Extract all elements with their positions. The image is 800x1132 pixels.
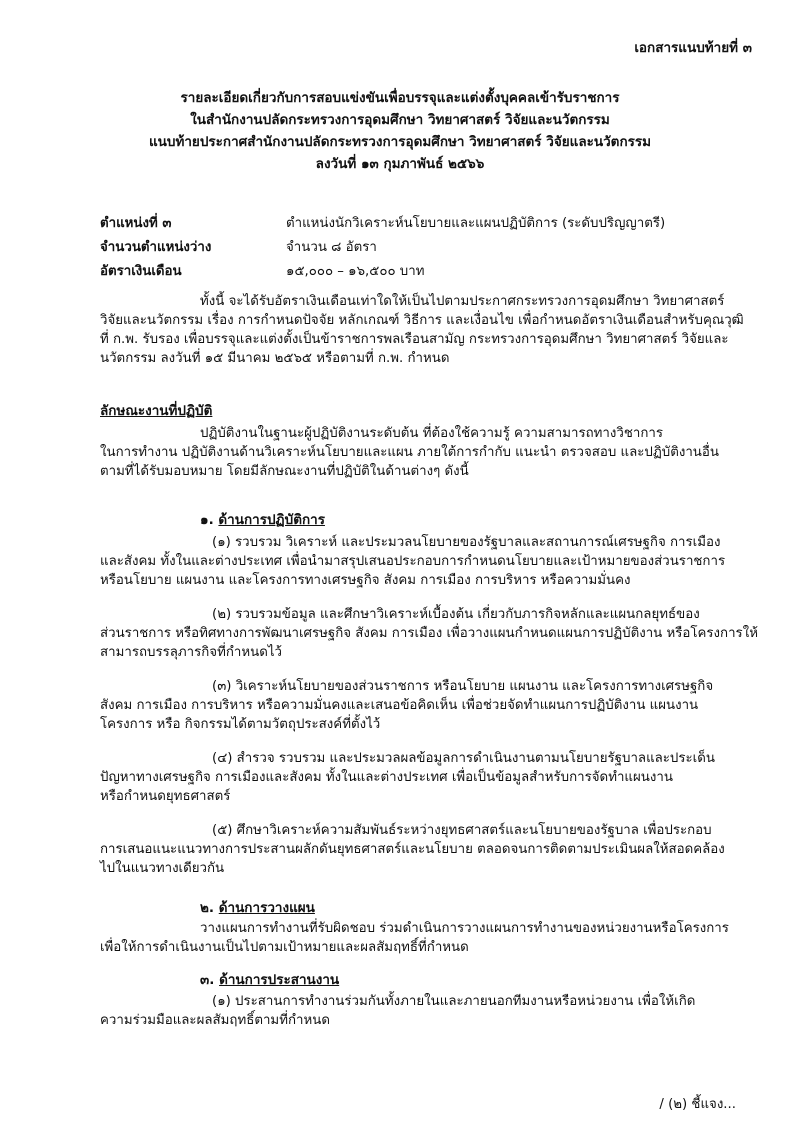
paragraph-line: (๓) วิเคราะห์นโยบายของส่วนราชการ หรือนโยบาย แผนงาน และโครงการทางเศรษฐกิจ — [212, 679, 714, 694]
header-line: แนบท้ายประกาศสำนักงานปลัดกระทรวงการอุดมศึกษา วิทยาศาสตร์ วิจัยและนวัตกรรม — [148, 134, 652, 150]
paragraph-line: นวัตกรรม ลงวันที่ ๑๕ มีนาคม ๒๕๖๕ หรือตามที่ ก.พ. กำหนด — [100, 351, 450, 366]
paragraph-line: (๔) สำรวจ รวบรวม และประมวลผลข้อมูลการดำเนินงานตามนโยบายรัฐบาลและประเด็น — [212, 751, 715, 766]
section1-item — [100, 821, 740, 878]
paragraph-line: หรือกำหนดยุทธศาสตร์ — [100, 789, 231, 804]
section1-item — [100, 533, 740, 590]
paragraph-line: (๒) รวบรวมข้อมูล และศึกษาวิเคราะห์เบื้องต้น เกี่ยวกับภารกิจหลักและแผนกลยุทธ์ของ — [212, 607, 700, 622]
section-number: ๑. — [200, 512, 214, 528]
paragraph-line: (๕) ศึกษาวิเคราะห์ความสัมพันธ์ระหว่างยุทธศาสตร์และนโยบายของรัฐบาล เพื่อประกอบ — [212, 823, 712, 838]
paragraph-line: วิจัยและนวัตกรรม เรื่อง การกำหนดปัจจัย หลักเกณฑ์ วิธีการ และเงื่อนไข เพื่อกำหนดอัตราเงินเดือนสำหรับคุณวุฒิ — [100, 313, 744, 328]
section-heading — [200, 508, 325, 530]
salary-value: ๑๕,๐๐๐ – ๑๖,๕๐๐ บาท — [286, 264, 425, 279]
vacancy-value: จำนวน ๘ อัตรา — [286, 240, 377, 255]
vacancy-label: จำนวนตำแหน่งว่าง — [100, 240, 212, 255]
paragraph-line: โครงการ หรือ กิจกรรมได้ตามวัตถุประสงค์ที่ตั้งไว้ — [100, 717, 381, 732]
paragraph-line: เพื่อให้การดำเนินงานเป็นไปตามเป้าหมายและผลสัมฤทธิ์ที่กำหนด — [100, 940, 469, 955]
header-line: ในสำนักงานปลัดกระทรวงการอุดมศึกษา วิทยาศาสตร์ วิจัยและนวัตกรรม — [190, 112, 610, 128]
section1-item — [100, 749, 740, 806]
section-heading — [200, 896, 315, 918]
paragraph-line: ไปในแนวทางเดียวกัน — [100, 861, 225, 876]
section-number: ๓. — [200, 972, 215, 988]
position-value: ตำแหน่งนักวิเคราะห์นโยบายและแผนปฏิบัติการ (ระดับปริญญาตรี) — [286, 216, 666, 231]
section-title: ด้านการประสานงาน — [219, 972, 340, 988]
document-header — [60, 87, 740, 175]
section1-item — [100, 605, 758, 662]
section3-body — [100, 992, 740, 1030]
section-heading — [200, 968, 339, 990]
paragraph-line: (๑) ประสานการทำงานร่วมกันทั้งภายในและภายนอกทีมงานหรือหน่วยงาน เพื่อให้เกิด — [212, 994, 696, 1009]
paragraph-line: ทั้งนี้ จะได้รับอัตราเงินเดือนเท่าใดให้เป็นไปตามประกาศกระทรวงการอุดมศึกษา วิทยาศาสตร์ — [200, 294, 725, 309]
section-title: ด้านการวางแผน — [218, 900, 315, 916]
paragraph-line: ความร่วมมือและผลสัมฤทธิ์ตามที่กำหนด — [100, 1013, 330, 1028]
section1-item — [100, 677, 740, 734]
paragraph-line: ตามที่ได้รับมอบหมาย โดยมีลักษณะงานที่ปฏิบัติในด้านต่างๆ ดังนี้ — [100, 464, 469, 479]
paragraph-line: สามารถบรรลุภารกิจที่กำหนดไว้ — [100, 645, 283, 660]
paragraph-line: ส่วนราชการ หรือทิศทางการพัฒนาเศรษฐกิจ สังคม การเมือง เพื่อวางแผนกำหนดแผนการปฏิบัติงาน หรือโครงการให้ — [100, 626, 758, 641]
paragraph-line: ที่ ก.พ. รับรอง เพื่อบรรจุและแต่งตั้งเป็นข้าราชการพลเรือนสามัญ กระทรวงการอุดมศึกษา วิทยาศาสตร์ วิจัยและ — [100, 332, 729, 347]
paragraph-line: หรือนโยบาย แผนงาน และโครงการทางเศรษฐกิจ สังคม การเมือง การบริหาร หรือความมั่นคง — [100, 573, 631, 588]
attachment-label: เอกสารแนบท้ายที่ ๓ — [634, 40, 752, 56]
paragraph-line: และสังคม ทั้งในและต่างประเทศ เพื่อนำมาสรุปเสนอประกอบการกำหนดนโยบายและเป้าหมายของส่วนราชการ — [100, 554, 726, 569]
header-date: ลงวันที่ ๑๓ กุมภาพันธ์ ๒๕๖๖ — [315, 156, 485, 172]
salary-note — [100, 292, 744, 368]
paragraph-line: วางแผนการทำงานที่รับผิดชอบ ร่วมดำเนินการวางแผนการทำงานของหน่วยงานหรือโครงการ — [200, 921, 729, 936]
duties-intro — [100, 424, 740, 481]
page-continuation: / (๒) ชี้แจง... — [659, 1097, 736, 1112]
paragraph-line: สังคม การเมือง การบริหาร หรือความมั่นคงและเสนอข้อคิดเห็น เพื่อช่วยจัดทำแผนการปฏิบัติงาน แผนงาน — [100, 698, 699, 713]
salary-label: อัตราเงินเดือน — [100, 264, 182, 279]
position-label: ตำแหน่งที่ ๓ — [100, 216, 172, 231]
paragraph-line: ปฏิบัติงานในฐานะผู้ปฏิบัติงานระดับต้น ที่ต้องใช้ความรู้ ความสามารถทางวิชาการ — [200, 426, 664, 441]
paragraph-line: (๑) รวบรวม วิเคราะห์ และประมวลนโยบายของรัฐบาลและสถานการณ์เศรษฐกิจ การเมือง — [212, 535, 721, 550]
header-line: รายละเอียดเกี่ยวกับการสอบแข่งขันเพื่อบรรจุและแต่งตั้งบุคคลเข้ารับราชการ — [180, 90, 620, 106]
paragraph-line: ในการทำงาน ปฏิบัติงานด้านวิเคราะห์นโยบายและแผน ภายใต้การกำกับ แนะนำ ตรวจสอบ และปฏิบัติงานอื่น — [100, 445, 719, 460]
section-title: ด้านการปฏิบัติการ — [218, 512, 325, 528]
paragraph-line: การเสนอแนะแนวทางการประสานผลักดันยุทธศาสตร์และนโยบาย ตลอดจนการติดตามประเมินผลให้สอดคล้อง — [100, 842, 725, 857]
section2-body — [100, 919, 740, 957]
position-info — [100, 212, 740, 284]
duties-title: ลักษณะงานที่ปฏิบัติ — [100, 403, 213, 419]
section-number: ๒. — [200, 900, 215, 916]
paragraph-line: ปัญหาทางเศรษฐกิจ การเมืองและสังคม ทั้งในและต่างประเทศ เพื่อเป็นข้อมูลสำหรับการจัดทำแผนงาน — [100, 770, 673, 785]
